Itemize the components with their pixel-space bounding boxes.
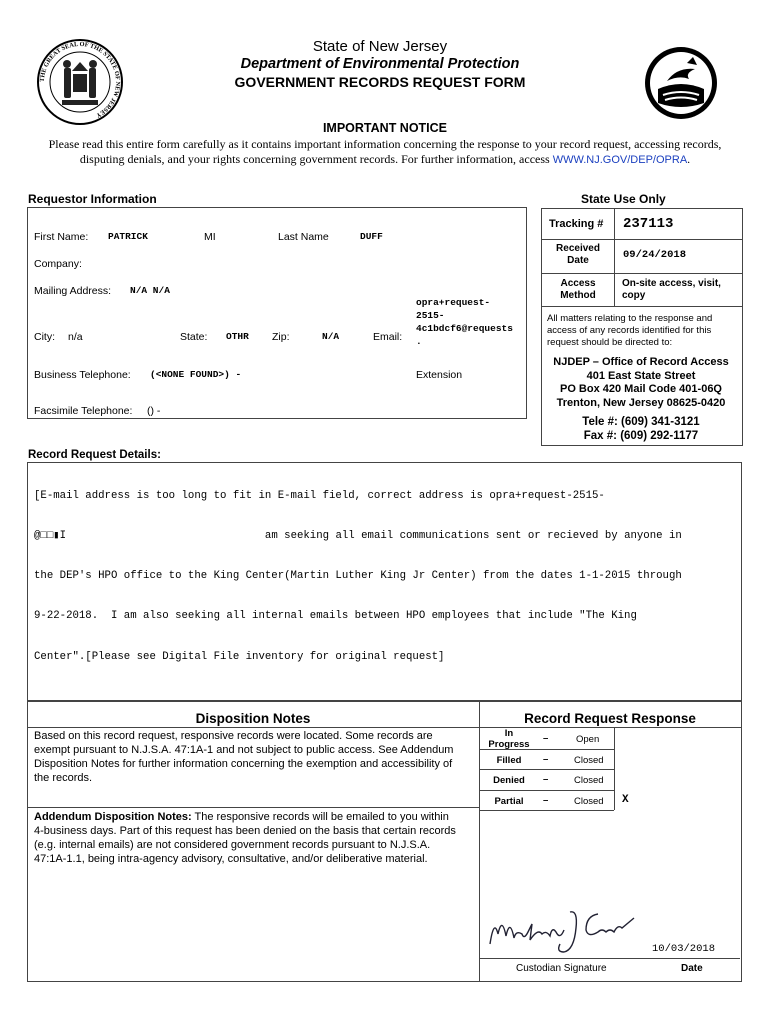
notice-line-1: Please read this entire form carefully as it contains important information concerning the response to your record request, accessing records,	[48, 137, 722, 151]
email-line: 4c1bdcf6@requests	[416, 323, 513, 334]
last-name-value: DUFF	[360, 231, 383, 242]
addendum-label: Addendum Disposition Notes:	[34, 811, 192, 823]
status-dash: –	[543, 795, 549, 806]
company-label: Company:	[34, 258, 82, 270]
extension-label: Extension	[416, 369, 463, 381]
divider	[541, 306, 742, 307]
details-line: 9-22-2018. I am also seeking all internal emails between HPO employees that include "The King	[34, 610, 637, 623]
mailing-label: Mailing Address:	[34, 285, 112, 297]
notice-title: IMPORTANT NOTICE	[322, 121, 448, 135]
email-line: .	[416, 336, 422, 347]
office-po: PO Box 420 Mail Code 401-06Q	[559, 383, 722, 395]
status-label-line: In	[504, 728, 514, 739]
status-label-in-progress	[484, 728, 534, 750]
opra-link[interactable]: WWW.NJ.GOV/DEP/OPRA	[552, 154, 688, 166]
status-value-in-progress: Open	[576, 734, 600, 745]
state-label: State:	[180, 331, 208, 343]
access-label-line: Access	[560, 278, 596, 289]
disposition-line: Disposition Notes for further information concerning the exemption and accessibility of	[34, 758, 453, 770]
status-label-line: Progress	[488, 739, 530, 750]
mi-label: MI	[204, 231, 216, 243]
status-value-denied: Closed	[574, 775, 604, 786]
details-title: Record Request Details:	[28, 449, 161, 461]
disposition-line: exempt pursuant to N.J.S.A. 47:1A-1 and not subject to public access. See Addendum	[34, 744, 454, 756]
matters-line: All matters relating to the response and	[547, 313, 713, 324]
signature-date: 10/03/2018	[652, 943, 716, 955]
city-value: n/a	[68, 331, 83, 343]
received-label-line: Received	[556, 243, 600, 254]
access-label-line: Method	[560, 290, 596, 301]
last-name-label: Last Name	[278, 231, 329, 243]
state-value: OTHR	[226, 331, 249, 342]
office-phones	[541, 415, 741, 443]
state-name: State of New Jersey	[312, 38, 448, 55]
office-fax: Fax #: (609) 292-1177	[583, 430, 699, 442]
office-street: 401 East State Street	[586, 369, 696, 382]
zip-value: N/A	[322, 331, 340, 342]
tracking-label: Tracking #	[549, 218, 604, 230]
state-use-title: State Use Only	[581, 192, 666, 206]
divider	[27, 807, 480, 808]
status-value-partial: Closed	[574, 796, 604, 807]
disposition-line: the records.	[34, 772, 93, 784]
signature-text: Matthew J. Coefer	[486, 904, 495, 905]
notice-line-2	[0, 152, 770, 167]
response-title: Record Request Response	[524, 711, 696, 726]
form-title: GOVERNMENT RECORDS REQUEST FORM	[234, 74, 526, 90]
office-city: Trenton, New Jersey 08625-0420	[556, 396, 726, 409]
access-label	[545, 278, 611, 302]
disposition-line: Based on this record request, responsive records were located. Some records are	[34, 730, 433, 742]
dep-logo	[643, 45, 719, 121]
first-name-label: First Name:	[34, 231, 89, 243]
details-line: the DEP's HPO office to the King Center(Martin Luther King Jr Center) from the dates 1-1-2015 through	[34, 570, 682, 583]
partial-checkmark: X	[622, 794, 629, 806]
email-value	[416, 296, 513, 348]
status-label-filled: Filled	[496, 755, 522, 766]
details-line: @□□▮I am seeking all email communications sent or recieved by anyone in	[34, 530, 682, 543]
business-phone-value: (<NONE FOUND>) -	[150, 369, 242, 380]
details-line: [E-mail address is too long to fit in E-mail field, correct address is opra+request-2515-	[34, 489, 605, 502]
mailing-value: N/A N/A	[130, 285, 170, 296]
divider	[480, 810, 614, 811]
addendum-line: (e.g. internal emails) are not considered government records pursuant to N.J.S.A.	[34, 839, 431, 851]
divider	[614, 727, 615, 810]
office-name: NJDEP – Office of Record Access	[553, 356, 729, 368]
disposition-title: Disposition Notes	[195, 711, 311, 726]
first-name-value: PATRICK	[108, 231, 148, 242]
email-line: opra+request-	[416, 297, 491, 308]
tracking-value: 237113	[623, 216, 674, 232]
date-label: Date	[681, 963, 703, 974]
matters-line: request should be directed to:	[547, 337, 673, 348]
addendum-text	[34, 810, 456, 866]
email-line: 2515-	[416, 310, 445, 321]
status-dash: –	[543, 774, 549, 785]
addendum-line: 4-business days. Part of this request has been denied on the basis that certain records	[34, 825, 456, 837]
signature-line	[480, 958, 740, 959]
access-value	[622, 278, 721, 302]
matters-line: access of any records identified for this	[547, 325, 712, 336]
access-value-line: copy	[622, 290, 646, 301]
divider	[614, 208, 615, 306]
notice-line-2-text: disputing denials, and your rights concerning government records. For further information, access	[79, 152, 550, 166]
custodian-signature	[486, 904, 636, 958]
matters-text	[547, 313, 737, 349]
department-name: Department of Environmental Protection	[240, 56, 520, 72]
details-text	[34, 463, 682, 678]
access-value-line: On-site access, visit,	[622, 278, 721, 289]
office-tele: Tele #: (609) 341-3121	[582, 416, 700, 428]
zip-label: Zip:	[272, 331, 290, 343]
divider	[479, 701, 480, 981]
received-label	[545, 243, 611, 267]
received-value: 09/24/2018	[623, 249, 687, 261]
details-line: Center".[Please see Digital File inventory for original request]	[34, 650, 445, 663]
city-label: City:	[34, 331, 55, 343]
status-label-denied: Denied	[493, 775, 525, 786]
divider	[541, 239, 742, 240]
divider	[480, 769, 614, 770]
custodian-label: Custodian Signature	[516, 963, 607, 974]
received-label-line: Date	[567, 255, 589, 266]
email-label: Email:	[373, 331, 403, 343]
addendum-line: The responsive records will be emailed to you within	[191, 811, 449, 823]
fax-value: () -	[147, 405, 161, 417]
fax-label: Facsimile Telephone:	[34, 405, 133, 417]
notice-period: .	[687, 152, 691, 166]
disposition-text	[34, 729, 453, 785]
divider	[541, 273, 742, 274]
status-dash: –	[543, 733, 549, 744]
requestor-title: Requestor Information	[28, 192, 157, 206]
office-address	[541, 356, 741, 410]
divider	[480, 790, 614, 791]
svg-text:THE GREAT SEAL OF THE STATE OF: THE GREAT SEAL OF THE STATE OF NEW JERSEY	[38, 40, 122, 119]
status-label-partial: Partial	[494, 796, 524, 807]
divider	[27, 727, 741, 728]
business-phone-label: Business Telephone:	[34, 369, 131, 381]
addendum-line: 47:1A-1.1, being intra-agency advisory, consultative, and/or deliberative material.	[34, 853, 428, 865]
state-seal	[36, 38, 124, 126]
status-dash: –	[543, 754, 549, 765]
status-value-filled: Closed	[574, 755, 604, 766]
